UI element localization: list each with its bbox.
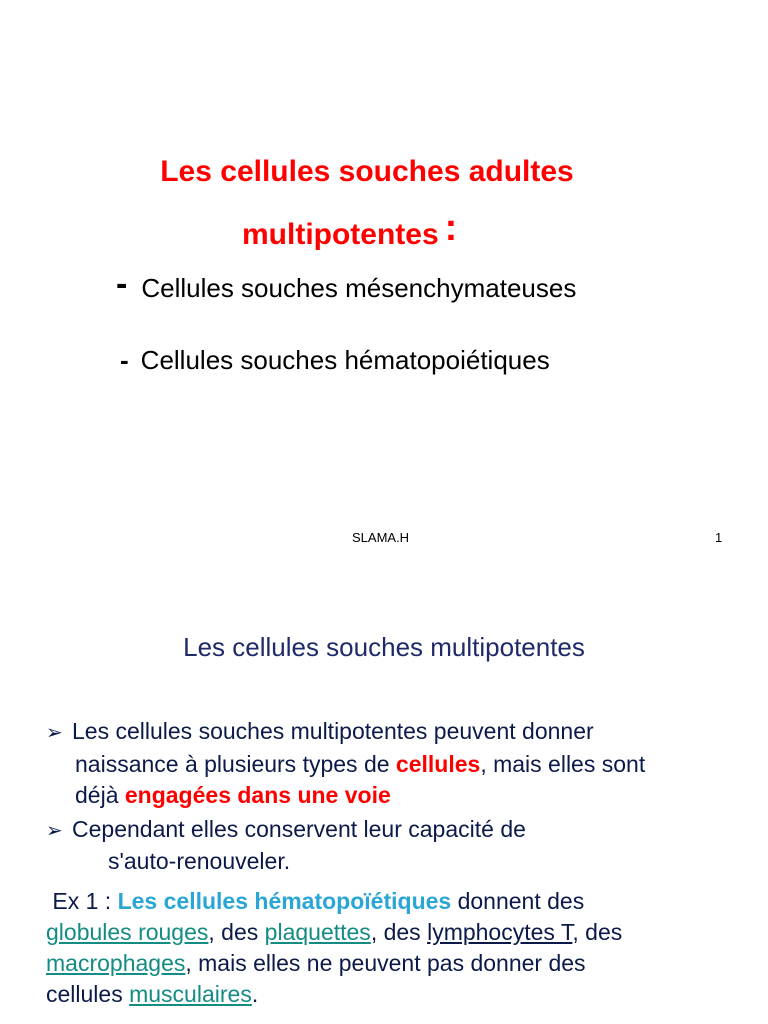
example-label: Ex 1 : (52, 888, 118, 914)
link-plaquettes[interactable]: plaquettes (264, 919, 371, 945)
bullet-dash: - (116, 265, 128, 303)
emphasis-cellules: cellules (395, 751, 481, 777)
text: Les cellules souches multipotentes peuvent donner (72, 718, 594, 744)
bullet-mesenchymal (116, 265, 577, 304)
link-musculaires[interactable]: musculaires (129, 981, 252, 1007)
arrow-bullet-icon: ➢ (46, 722, 63, 744)
text: . (251, 981, 259, 1007)
bullet-text: Cellules souches mésenchymateuses (141, 273, 577, 303)
title-colon: : (444, 207, 458, 249)
slide-title-line-2 (242, 207, 458, 253)
text: donnent des (451, 888, 585, 914)
footer-author: SLAMA.H (352, 530, 410, 545)
page-number: 1 (715, 530, 723, 545)
emphasis-engagees: engagées dans une voie (124, 782, 391, 808)
slide-title-line-1: Les cellules souches adultes (160, 155, 574, 188)
bullet-dash: - (120, 345, 129, 375)
link-macrophages[interactable]: macrophages (46, 950, 186, 976)
slide-2 (0, 576, 768, 1024)
slide-title-word: multipotentes (242, 218, 439, 251)
paragraph-definition (46, 716, 736, 811)
slide-title: Les cellules souches multipotentes (183, 632, 585, 662)
text: , des (208, 919, 265, 945)
arrow-bullet-icon: ➢ (46, 820, 63, 842)
text: , mais elles sont (480, 751, 646, 777)
paragraph-example-1 (46, 886, 736, 1010)
link-lymphocytes-t[interactable]: lymphocytes T (427, 919, 573, 945)
bullet-text: Cellules souches hématopoiétiques (140, 345, 550, 375)
paragraph-renewal (46, 814, 736, 847)
text: , des (370, 919, 428, 945)
text: naissance à plusieurs types de (75, 751, 396, 777)
bullet-hematopoietic (120, 344, 550, 376)
text: cellules (46, 981, 130, 1007)
link-globules-rouges[interactable]: globules rouges (46, 919, 209, 945)
paragraph-renewal-cont: s'auto-renouveler. (108, 848, 291, 874)
text: Cependant elles conservent leur capacité de (72, 816, 526, 842)
text: déjà (75, 782, 125, 808)
text: , mais elles ne peuvent pas donner des (185, 950, 586, 976)
text: , des (572, 919, 623, 945)
emphasis-hematopoietic: Les cellules hématopoïétiques (117, 888, 452, 914)
